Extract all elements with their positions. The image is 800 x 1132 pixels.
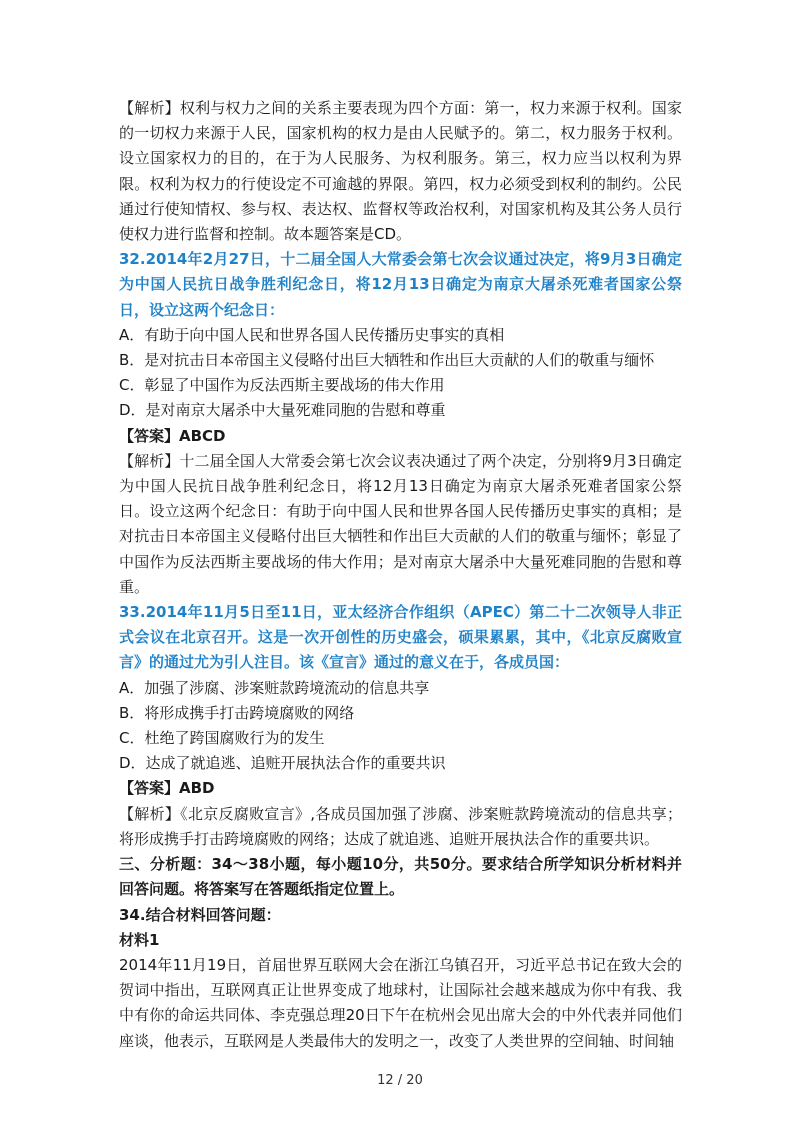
question-32: 32.2014年2月27日，十二届全国人大常委会第七次会议通过决定，将9月3日确定为中国人民抗日战争胜利纪念日，将12月13日确定为南京大屠杀死难者国家公祭日，设立这两个纪念日： <box>119 250 682 319</box>
question-33-option-a: A．加强了涉腐、涉案赃款跨境流动的信息共享 <box>119 678 430 697</box>
section-3-heading: 三、分析题：34～38小题，每小题10分，共50分。要求结合所学知识分析材料并回答问题。将答案写在答题纸指定位置上。 <box>119 855 682 899</box>
question-32-option-a: A．有助于向中国人民和世界各国人民传播历史事实的真相 <box>119 325 505 344</box>
analysis-31: 【解析】权利与权力之间的关系主要表现为四个方面：第一，权力来源于权利。国家的一切权力来源于人民，国家机构的权力是由人民赋予的。第二，权力服务于权利。设立国家权力的目的，在于为人民服务、为权利服务。第三，权力应当以权利为界限。权利为权力的行使设定不可逾越的界限。第四，权力必须受到权利的制约。公民通过行使知情权、参与权、表达权、监督权等政治权利，对国家机构及其公务人员行使权力进行监督和控制。故本题答案是CD。 <box>119 99 682 244</box>
page-number: 12 / 20 <box>377 1073 423 1088</box>
question-32-option-b: B．是对抗击日本帝国主义侵略付出巨大牺牲和作出巨大贡献的人们的敬重与缅怀 <box>119 351 655 370</box>
material-1-title: 材料1 <box>119 930 160 949</box>
answer-33: 【答案】ABD <box>119 779 215 798</box>
question-34: 34.结合材料回答问题： <box>119 905 281 924</box>
question-33: 33.2014年11月5日至11日，亚太经济合作组织（APEC）第二十二次领导人非正式会议在北京召开。这是一次开创性的历史盛会，硕果累累，其中，《北京反腐败宣言》的通过尤为引人注目。该《宣言》通过的意义在于，各成员国： <box>119 603 682 672</box>
answer-32: 【答案】ABCD <box>119 426 226 445</box>
material-1-text: 2014年11月19日，首届世界互联网大会在浙江乌镇召开，习近平总书记在致大会的贺词中指出，互联网真正让世界变成了地球村，让国际社会越来越成为你中有我、我中有你的命运共同体、李克强总理20日下午在杭州会见出席大会的中外代表并同他们座谈，他表示，互联网是人类最伟大的发明之一，改变了人类世界的空间轴、时间轴 <box>119 955 682 1050</box>
question-33-option-b: B．将形成携手打击跨境腐败的网络 <box>119 703 355 722</box>
analysis-33: 【解析】《北京反腐败宣言》,各成员国加强了涉腐、涉案赃款跨境流动的信息共享；将形成携手打击跨境腐败的网络；达成了就追逃、追赃开展执法合作的重要共识。 <box>119 804 682 848</box>
question-32-option-c: C．彰显了中国作为反法西斯主要战场的伟大作用 <box>119 376 445 395</box>
analysis-32: 【解析】十二届全国人大常委会第七次会议表决通过了两个决定，分别将9月3日确定为中国人民抗日战争胜利纪念日，将12月13日确定为南京大屠杀死难者国家公祭日。设立这两个纪念日：有助于向中国人民和世界各国人民传播历史事实的真相；是对抗击日本帝国主义侵略付出巨大牺牲和作出巨大贡献的人们的敬重与缅怀；彰显了中国作为反法西斯主要战场的伟大作用；是对南京大屠杀中大量死难同胞的告慰和尊重。 <box>119 451 682 596</box>
question-32-option-d: D．是对南京大屠杀中大量死难同胞的告慰和尊重 <box>119 401 446 420</box>
question-33-option-c: C．杜绝了跨国腐败行为的发生 <box>119 729 325 748</box>
question-33-option-d: D．达成了就追逃、追赃开展执法合作的重要共识 <box>119 754 446 773</box>
